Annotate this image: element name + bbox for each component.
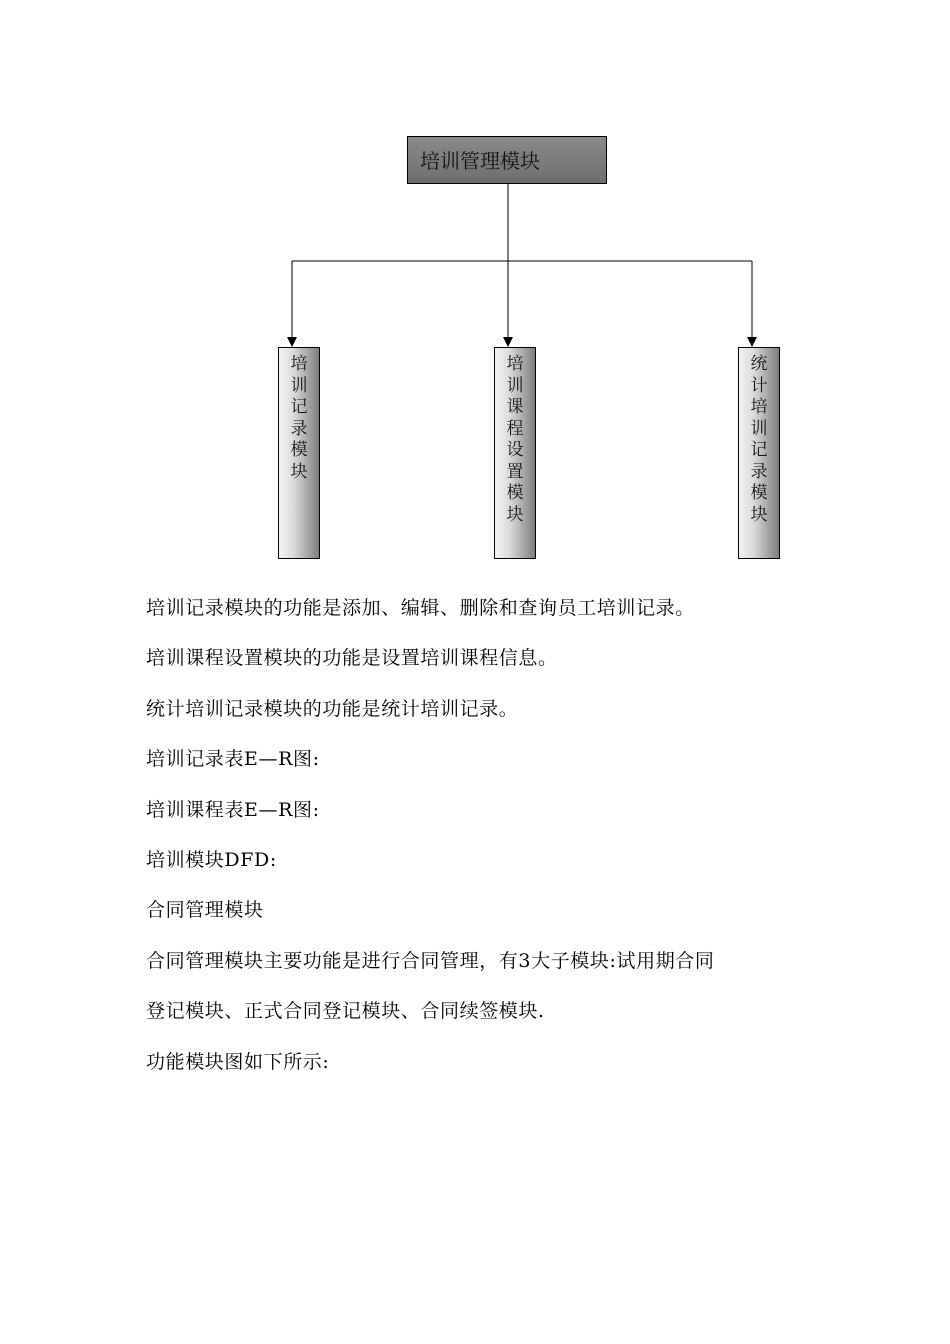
training-module-diagram xyxy=(0,0,950,570)
child-module-label: 统计培训记录模块 xyxy=(750,354,768,525)
paragraph-training-dfd: 培训模块DFD: xyxy=(146,849,277,872)
child-module-box-statistics xyxy=(738,347,780,559)
root-module-label: 培训管理模块 xyxy=(420,149,540,173)
paragraph-training-records-er: 培训记录表E—R图: xyxy=(146,748,320,771)
paragraph-course-table-er: 培训课程表E—R图: xyxy=(146,798,320,821)
paragraph-statistics-function: 统计培训记录模块的功能是统计培训记录。 xyxy=(146,697,519,720)
paragraph-course-settings-function: 培训课程设置模块的功能是设置培训课程信息。 xyxy=(146,647,558,670)
arrow-head-left xyxy=(287,337,297,347)
paragraph-training-records-function: 培训记录模块的功能是添加、编辑、删除和查询员工培训记录。 xyxy=(146,597,695,619)
child-module-box-training-records xyxy=(278,347,320,559)
arrow-head-right xyxy=(747,337,757,347)
paragraph-contract-overview-line2: 登记模块、正式合同登记模块、合同续签模块. xyxy=(146,1000,545,1023)
diagram-connectors xyxy=(0,0,950,570)
child-module-box-course-settings xyxy=(494,347,536,559)
child-module-label: 培训记录模块 xyxy=(290,354,308,482)
arrow-head-center xyxy=(503,337,513,347)
root-module-box xyxy=(407,136,607,184)
section-heading-contract-management: 合同管理模块 xyxy=(146,899,264,922)
child-module-label: 培训课程设置模块 xyxy=(506,354,524,525)
paragraph-function-diagram-intro: 功能模块图如下所示: xyxy=(146,1050,330,1073)
document-body xyxy=(146,583,826,1087)
paragraph-contract-overview-line1: 合同管理模块主要功能是进行合同管理，有3大子模块:试用期合同 xyxy=(146,949,715,972)
